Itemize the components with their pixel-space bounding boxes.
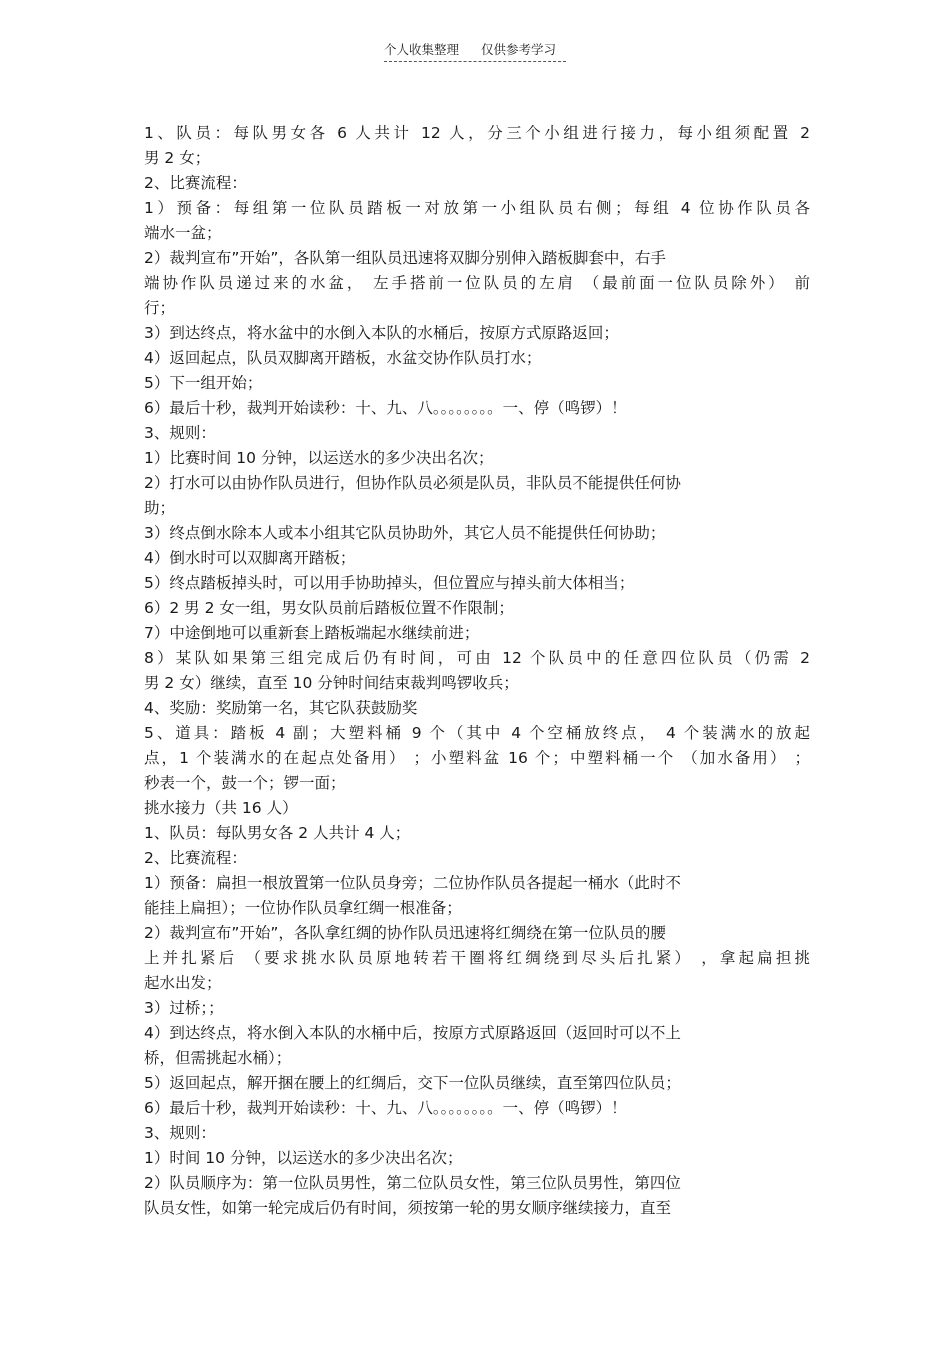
text-line: 5）返回起点，解开捆在腰上的红绸后，交下一位队员继续，直至第四位队员； (144, 1074, 681, 1092)
text-line: 1）预备：扁担一根放置第一位队员身旁；二位协作队员各提起一桶水（此时不 (144, 874, 681, 892)
text-line: 男 2 女）继续，直至 10 分钟时间结束裁判鸣锣收兵； (144, 674, 519, 692)
text-line: 桥，但需挑起水桶）； (144, 1049, 292, 1067)
text-line: 3）过桥；； (144, 999, 224, 1017)
text-line: 1）预备：每组第一位队员踏板一对放第一小组队员右侧；每组 4 位协作队员各 (144, 199, 810, 217)
text-line: 端水一盆； (144, 224, 222, 242)
text-line: 能挂上扁担）；一位协作队员拿红绸一根准备； (144, 899, 462, 917)
text-line: 秒表一个，鼓一个；锣一面； (144, 774, 346, 792)
text-line: 2、比赛流程： (144, 174, 247, 192)
text-line: 1）时间 10 分钟，以运送水的多少决出名次； (144, 1149, 463, 1167)
text-line: 队员女性，如第一轮完成后仍有时间，须按第一轮的男女顺序继续接力，直至 (144, 1199, 672, 1217)
text-line: 3）终点倒水除本人或本小组其它队员协助外，其它人员不能提供任何协助； (144, 524, 666, 542)
text-line: 男 2 女； (144, 149, 211, 167)
text-line: 1、队员：每队男女各 6 人共计 12 人，分三个小组进行接力，每小组须配置 2 (144, 124, 810, 142)
text-line: 1）比赛时间 10 分钟，以运送水的多少决出名次； (144, 449, 494, 467)
text-line: 2）队员顺序为：第一位队员男性，第二位队员女性，第三位队员男性，第四位 (144, 1174, 681, 1192)
text-line: 2）裁判宣布”开始”，各队第一组队员迅速将双脚分别伸入踏板脚套中，右手 (144, 249, 666, 267)
text-line: 5、道具：踏板 4 副；大塑料桶 9 个（其中 4 个空桶放终点， 4 个装满水的放起 (144, 724, 810, 742)
text-line: 7）中途倒地可以重新套上踏板端起水继续前进； (144, 624, 480, 642)
text-line: 5）终点踏板掉头时，可以用手协助掉头，但位置应与掉头前大体相当； (144, 574, 635, 592)
text-line: 6）最后十秒，裁判开始读秒：十、九、八。。。。。。。。一、停（鸣锣）！ (144, 1099, 627, 1117)
text-line: 4）倒水时可以双脚离开踏板； (144, 549, 356, 567)
text-line: 4）返回起点，队员双脚离开踏板，水盆交协作队员打水； (144, 349, 542, 367)
header-left-text: 个人收集整理 (384, 42, 460, 57)
text-line: 6）最后十秒，裁判开始读秒：十、九、八。。。。。。。。一、停（鸣锣）！ (144, 399, 627, 417)
text-line: 2）打水可以由协作队员进行，但协作队员必须是队员，非队员不能提供任何协 (144, 474, 681, 492)
text-line: 点，1 个装满水的在起点处备用） ；小塑料盆 16 个；中塑料桶一个 （加水备用） ； (144, 749, 810, 767)
text-line: 1、队员：每队男女各 2 人共计 4 人； (144, 824, 411, 842)
text-line: 挑水接力（共 16 人） (144, 799, 298, 817)
text-line: 2）裁判宣布”开始”，各队拿红绸的协作队员迅速将红绸绕在第一位队员的腰 (144, 924, 666, 942)
header-right-text: 仅供参考学习 (481, 42, 557, 57)
text-line: 8）某队如果第三组完成后仍有时间，可由 12 个队员中的任意四位队员（仍需 2 (144, 649, 810, 667)
text-line: 端协作队员递过来的水盆， 左手搭前一位队员的左肩 （最前面一位队员除外） 前 (144, 274, 810, 292)
text-line: 3、规则： (144, 424, 216, 442)
text-line: 助； (144, 499, 176, 517)
text-line: 6）2 男 2 女一组，男女队员前后踏板位置不作限制； (144, 599, 514, 617)
text-line: 3、规则： (144, 1124, 216, 1142)
text-line: 4、奖励：奖励第一名，其它队获鼓励奖 (144, 699, 418, 717)
text-line: 3）到达终点，将水盆中的水倒入本队的水桶后，按原方式原路返回； (144, 324, 619, 342)
text-line: 2、比赛流程： (144, 849, 247, 867)
text-line: 上并扎紧后 （要求挑水队员原地转若干圈将红绸绕到尽头后扎紧） ，拿起扁担挑 (144, 949, 810, 967)
text-line: 4）到达终点，将水倒入本队的水桶中后，按原方式原路返回（返回时可以不上 (144, 1024, 681, 1042)
page-header (384, 40, 566, 62)
text-line: 5）下一组开始； (144, 374, 263, 392)
text-line: 起水出发； (144, 974, 222, 992)
document-body (144, 121, 810, 1221)
text-line: 行； (144, 299, 176, 317)
